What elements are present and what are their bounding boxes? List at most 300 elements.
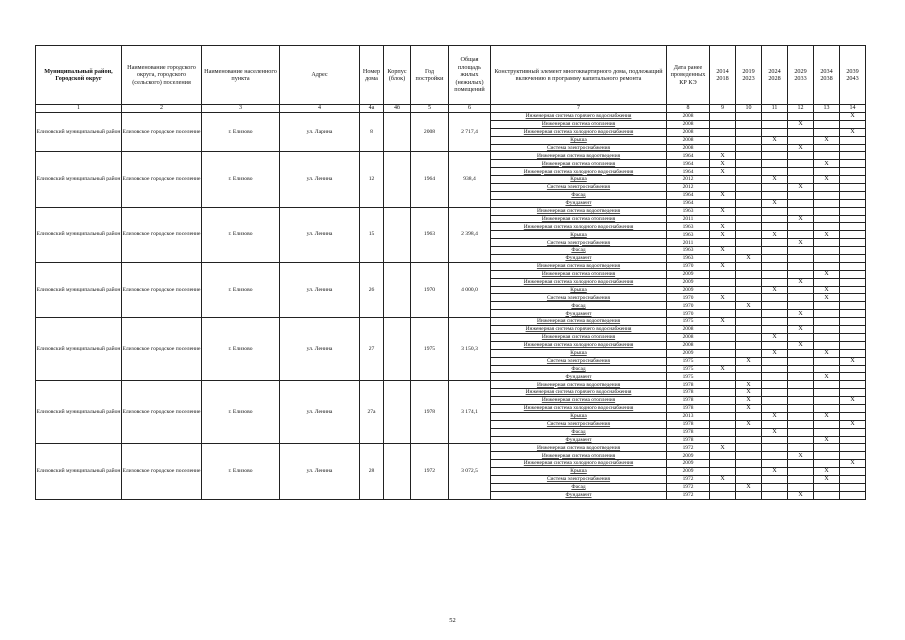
house-number-cell: 8 xyxy=(360,113,384,152)
period-mark-cell xyxy=(762,128,788,136)
period-mark-cell xyxy=(840,428,866,436)
period-mark-cell: X xyxy=(710,294,736,302)
prev-date-cell: 2012 xyxy=(667,176,710,184)
period-mark-cell: X xyxy=(788,491,814,499)
column-number: 4а xyxy=(360,105,384,113)
period-mark-cell xyxy=(710,120,736,128)
prev-date-cell: 1972 xyxy=(667,491,710,499)
year-cell: 1972 xyxy=(411,444,449,499)
period-mark-cell: X xyxy=(788,184,814,192)
period-mark-cell xyxy=(840,412,866,420)
period-mark-cell xyxy=(762,357,788,365)
element-name-cell: Инженерная система водоотведения xyxy=(491,152,667,160)
period-mark-cell xyxy=(736,278,762,286)
period-mark-cell xyxy=(814,239,840,247)
period-mark-cell xyxy=(840,239,866,247)
period-mark-cell xyxy=(710,460,736,468)
prev-date-cell: 1975 xyxy=(667,357,710,365)
block-cell xyxy=(384,444,411,499)
period-mark-cell: X xyxy=(814,270,840,278)
period-mark-cell xyxy=(788,168,814,176)
period-mark-cell xyxy=(736,475,762,483)
period-mark-cell xyxy=(840,475,866,483)
period-mark-cell xyxy=(840,468,866,476)
prev-date-cell: 1970 xyxy=(667,262,710,270)
prev-date-cell: 1970 xyxy=(667,310,710,318)
area-cell: 3 150,3 xyxy=(449,318,491,381)
prev-date-cell: 1964 xyxy=(667,199,710,207)
element-name-cell: Инженерная система холодного водоснабжения xyxy=(491,460,667,468)
prev-date-cell: 2008 xyxy=(667,341,710,349)
element-name-cell: Фасад xyxy=(491,483,667,491)
period-mark-cell xyxy=(840,199,866,207)
period-mark-cell xyxy=(840,176,866,184)
locality-cell: г. Елизово xyxy=(202,444,280,499)
period-mark-cell: X xyxy=(814,412,840,420)
table-row xyxy=(36,444,866,452)
prev-date-cell: 2009 xyxy=(667,460,710,468)
element-name-cell: Инженерная система горячего водоснабжения xyxy=(491,389,667,397)
period-mark-cell xyxy=(736,207,762,215)
period-mark-cell xyxy=(762,365,788,373)
period-mark-cell xyxy=(788,397,814,405)
house-number-cell: 15 xyxy=(360,207,384,262)
period-mark-cell xyxy=(736,468,762,476)
period-mark-cell xyxy=(710,349,736,357)
column-number: 14 xyxy=(840,105,866,113)
period-mark-cell xyxy=(762,215,788,223)
header-area: Общая площадь жилых (нежилых) помещений xyxy=(449,46,491,105)
period-mark-cell xyxy=(788,420,814,428)
period-mark-cell xyxy=(762,239,788,247)
column-number: 7 xyxy=(491,105,667,113)
street-cell: ул. Ларина xyxy=(280,113,360,152)
period-mark-cell: X xyxy=(788,278,814,286)
prev-date-cell: 2008 xyxy=(667,333,710,341)
period-mark-cell xyxy=(840,452,866,460)
prev-date-cell: 1963 xyxy=(667,255,710,263)
period-mark-cell xyxy=(736,136,762,144)
period-mark-cell: X xyxy=(762,349,788,357)
column-number: 6 xyxy=(449,105,491,113)
header-period-5: 2034 2038 xyxy=(814,46,840,105)
period-mark-cell: X xyxy=(762,199,788,207)
period-mark-cell: X xyxy=(710,365,736,373)
locality-cell: г. Елизово xyxy=(202,381,280,444)
period-mark-cell xyxy=(840,160,866,168)
period-mark-cell xyxy=(788,262,814,270)
period-mark-cell: X xyxy=(788,144,814,152)
element-name-cell: Фундамент xyxy=(491,491,667,499)
period-mark-cell xyxy=(814,460,840,468)
prev-date-cell: 2011 xyxy=(667,215,710,223)
area-cell: 3 174,1 xyxy=(449,381,491,444)
element-name-cell: Крыша xyxy=(491,349,667,357)
settlement-cell: Елизовское городское поселение xyxy=(122,381,202,444)
locality-cell: г. Елизово xyxy=(202,262,280,317)
period-mark-cell: X xyxy=(710,223,736,231)
prev-date-cell: 1963 xyxy=(667,231,710,239)
period-mark-cell xyxy=(788,255,814,263)
year-cell: 1970 xyxy=(411,262,449,317)
period-mark-cell xyxy=(736,428,762,436)
prev-date-cell: 1963 xyxy=(667,223,710,231)
prev-date-cell: 2009 xyxy=(667,452,710,460)
header-locality: Наименование населенного пункта xyxy=(202,46,280,105)
period-mark-cell xyxy=(788,247,814,255)
period-mark-cell xyxy=(788,302,814,310)
period-mark-cell xyxy=(710,436,736,444)
district-cell: Елизовский муниципальный район xyxy=(36,444,122,499)
locality-cell: г. Елизово xyxy=(202,152,280,207)
period-mark-cell xyxy=(788,357,814,365)
period-mark-cell: X xyxy=(814,231,840,239)
table-row xyxy=(36,152,866,160)
period-mark-cell xyxy=(736,113,762,121)
period-mark-cell xyxy=(710,452,736,460)
element-name-cell: Фундамент xyxy=(491,310,667,318)
period-mark-cell xyxy=(814,491,840,499)
element-name-cell: Инженерная система горячего водоснабжения xyxy=(491,326,667,334)
period-mark-cell xyxy=(710,420,736,428)
period-mark-cell xyxy=(814,326,840,334)
period-mark-cell xyxy=(736,318,762,326)
period-mark-cell xyxy=(788,460,814,468)
locality-cell: г. Елизово xyxy=(202,318,280,381)
period-mark-cell xyxy=(736,333,762,341)
period-mark-cell xyxy=(710,215,736,223)
district-cell: Елизовский муниципальный район xyxy=(36,318,122,381)
period-mark-cell xyxy=(814,152,840,160)
period-mark-cell xyxy=(736,128,762,136)
element-name-cell: Крыша xyxy=(491,176,667,184)
period-mark-cell: X xyxy=(788,120,814,128)
period-mark-cell xyxy=(840,231,866,239)
period-mark-cell xyxy=(788,365,814,373)
area-cell: 2 398,4 xyxy=(449,207,491,262)
period-mark-cell xyxy=(788,483,814,491)
element-name-cell: Инженерная система холодного водоснабжения xyxy=(491,223,667,231)
element-name-cell: Инженерная система холодного водоснабжения xyxy=(491,128,667,136)
period-mark-cell: X xyxy=(736,420,762,428)
street-cell: ул. Ленина xyxy=(280,444,360,499)
element-name-cell: Инженерная система отопления xyxy=(491,215,667,223)
table-body xyxy=(36,113,866,500)
element-name-cell: Система электроснабжения xyxy=(491,420,667,428)
prev-date-cell: 1972 xyxy=(667,444,710,452)
element-name-cell: Система электроснабжения xyxy=(491,475,667,483)
prev-date-cell: 2009 xyxy=(667,349,710,357)
period-mark-cell xyxy=(710,255,736,263)
period-mark-cell xyxy=(814,444,840,452)
period-mark-cell xyxy=(814,452,840,460)
period-mark-cell xyxy=(814,302,840,310)
period-mark-cell xyxy=(840,247,866,255)
period-mark-cell xyxy=(762,420,788,428)
header-prev-date: Дата ранее проведенных КР КЭ xyxy=(667,46,710,105)
period-mark-cell xyxy=(840,341,866,349)
column-number: 4б xyxy=(384,105,411,113)
period-mark-cell: X xyxy=(736,302,762,310)
period-mark-cell xyxy=(840,349,866,357)
period-mark-cell xyxy=(788,286,814,294)
area-cell: 3 072,5 xyxy=(449,444,491,499)
settlement-cell: Елизовское городское поселение xyxy=(122,262,202,317)
period-mark-cell xyxy=(788,231,814,239)
period-mark-cell xyxy=(762,404,788,412)
period-mark-cell: X xyxy=(788,239,814,247)
period-mark-cell xyxy=(840,191,866,199)
period-mark-cell xyxy=(814,191,840,199)
column-number: 10 xyxy=(736,105,762,113)
period-mark-cell xyxy=(710,468,736,476)
element-name-cell: Инженерная система отопления xyxy=(491,120,667,128)
period-mark-cell xyxy=(814,428,840,436)
prev-date-cell: 1975 xyxy=(667,373,710,381)
element-name-cell: Система электроснабжения xyxy=(491,144,667,152)
column-number: 8 xyxy=(667,105,710,113)
period-mark-cell xyxy=(840,404,866,412)
element-name-cell: Фасад xyxy=(491,191,667,199)
prev-date-cell: 1978 xyxy=(667,436,710,444)
period-mark-cell xyxy=(710,404,736,412)
period-mark-cell xyxy=(814,420,840,428)
period-mark-cell xyxy=(710,397,736,405)
period-mark-cell: X xyxy=(840,128,866,136)
district-cell: Елизовский муниципальный район xyxy=(36,262,122,317)
period-mark-cell xyxy=(788,373,814,381)
period-mark-cell xyxy=(762,389,788,397)
period-mark-cell: X xyxy=(710,207,736,215)
period-mark-cell xyxy=(762,326,788,334)
period-mark-cell xyxy=(736,231,762,239)
period-mark-cell: X xyxy=(814,160,840,168)
period-mark-cell xyxy=(710,278,736,286)
period-mark-cell: X xyxy=(710,475,736,483)
element-name-cell: Инженерная система водоотведения xyxy=(491,381,667,389)
period-mark-cell xyxy=(710,302,736,310)
period-mark-cell xyxy=(788,333,814,341)
header-house-number: Номер дома xyxy=(360,46,384,105)
period-mark-cell xyxy=(814,144,840,152)
house-number-cell: 26 xyxy=(360,262,384,317)
period-mark-cell xyxy=(788,223,814,231)
period-mark-cell xyxy=(840,223,866,231)
period-mark-cell xyxy=(762,460,788,468)
period-mark-cell: X xyxy=(762,231,788,239)
period-mark-cell xyxy=(814,341,840,349)
period-mark-cell xyxy=(814,128,840,136)
period-mark-cell: X xyxy=(736,397,762,405)
element-name-cell: Фундамент xyxy=(491,373,667,381)
period-mark-cell xyxy=(762,491,788,499)
period-mark-cell xyxy=(814,483,840,491)
period-mark-cell xyxy=(762,310,788,318)
period-mark-cell xyxy=(840,215,866,223)
settlement-cell: Елизовское городское поселение xyxy=(122,444,202,499)
prev-date-cell: 2008 xyxy=(667,144,710,152)
period-mark-cell: X xyxy=(788,215,814,223)
period-mark-cell xyxy=(814,184,840,192)
period-mark-cell xyxy=(710,310,736,318)
period-mark-cell xyxy=(736,120,762,128)
period-mark-cell xyxy=(736,247,762,255)
prev-date-cell: 1978 xyxy=(667,428,710,436)
period-mark-cell xyxy=(762,120,788,128)
period-mark-cell xyxy=(788,270,814,278)
period-mark-cell xyxy=(710,333,736,341)
element-name-cell: Крыша xyxy=(491,468,667,476)
period-mark-cell xyxy=(840,262,866,270)
prev-date-cell: 1978 xyxy=(667,397,710,405)
street-cell: ул. Ленина xyxy=(280,262,360,317)
period-mark-cell xyxy=(788,318,814,326)
period-mark-cell xyxy=(762,255,788,263)
prev-date-cell: 2009 xyxy=(667,286,710,294)
period-mark-cell: X xyxy=(840,357,866,365)
period-mark-cell: X xyxy=(736,404,762,412)
element-name-cell: Фасад xyxy=(491,302,667,310)
period-mark-cell xyxy=(814,215,840,223)
house-number-cell: 12 xyxy=(360,152,384,207)
prev-date-cell: 2011 xyxy=(667,239,710,247)
period-mark-cell xyxy=(840,326,866,334)
period-mark-cell xyxy=(736,436,762,444)
period-mark-cell xyxy=(762,144,788,152)
period-mark-cell xyxy=(736,444,762,452)
prev-date-cell: 1963 xyxy=(667,207,710,215)
period-mark-cell xyxy=(762,278,788,286)
period-mark-cell xyxy=(710,239,736,247)
header-period-2: 2019 2023 xyxy=(736,46,762,105)
column-number: 11 xyxy=(762,105,788,113)
year-cell: 1963 xyxy=(411,207,449,262)
prev-date-cell: 1970 xyxy=(667,302,710,310)
period-mark-cell xyxy=(736,199,762,207)
header-district: Муниципальный район, Городской округ xyxy=(36,46,122,105)
header-address: Адрес xyxy=(280,46,360,105)
period-mark-cell xyxy=(840,373,866,381)
period-mark-cell xyxy=(840,278,866,286)
period-mark-cell: X xyxy=(710,262,736,270)
table-row xyxy=(36,318,866,326)
period-mark-cell: X xyxy=(788,452,814,460)
period-mark-cell: X xyxy=(762,468,788,476)
element-name-cell: Фасад xyxy=(491,247,667,255)
period-mark-cell xyxy=(710,483,736,491)
element-name-cell: Инженерная система водоотведения xyxy=(491,318,667,326)
element-name-cell: Инженерная система водоотведения xyxy=(491,444,667,452)
period-mark-cell: X xyxy=(840,113,866,121)
prev-date-cell: 2012 xyxy=(667,184,710,192)
period-mark-cell: X xyxy=(710,231,736,239)
period-mark-cell xyxy=(736,341,762,349)
period-mark-cell xyxy=(736,286,762,294)
element-name-cell: Крыша xyxy=(491,231,667,239)
period-mark-cell xyxy=(710,184,736,192)
period-mark-cell xyxy=(788,349,814,357)
element-name-cell: Инженерная система холодного водоснабжения xyxy=(491,168,667,176)
element-name-cell: Инженерная система отопления xyxy=(491,397,667,405)
table-header xyxy=(36,46,866,113)
period-mark-cell xyxy=(788,404,814,412)
period-mark-cell xyxy=(762,207,788,215)
period-mark-cell xyxy=(736,452,762,460)
period-mark-cell: X xyxy=(814,286,840,294)
period-mark-cell xyxy=(814,365,840,373)
period-mark-cell xyxy=(762,341,788,349)
period-mark-cell xyxy=(840,381,866,389)
period-mark-cell xyxy=(736,349,762,357)
period-mark-cell xyxy=(840,318,866,326)
period-mark-cell xyxy=(710,113,736,121)
period-mark-cell: X xyxy=(814,136,840,144)
header-settlement: Наименование городского округа, городского (сельского) поселения xyxy=(122,46,202,105)
period-mark-cell xyxy=(710,128,736,136)
period-mark-cell xyxy=(736,160,762,168)
period-mark-cell xyxy=(710,199,736,207)
prev-date-cell: 1975 xyxy=(667,318,710,326)
period-mark-cell xyxy=(814,397,840,405)
period-mark-cell xyxy=(840,302,866,310)
period-mark-cell xyxy=(736,460,762,468)
period-mark-cell xyxy=(736,412,762,420)
period-mark-cell xyxy=(840,436,866,444)
table-row xyxy=(36,262,866,270)
period-mark-cell: X xyxy=(814,373,840,381)
element-name-cell: Инженерная система отопления xyxy=(491,333,667,341)
settlement-cell: Елизовское городское поселение xyxy=(122,207,202,262)
district-cell: Елизовский муниципальный район xyxy=(36,207,122,262)
element-name-cell: Инженерная система холодного водоснабжения xyxy=(491,278,667,286)
street-cell: ул. Ленина xyxy=(280,152,360,207)
column-number: 3 xyxy=(202,105,280,113)
period-mark-cell xyxy=(762,113,788,121)
column-number: 4 xyxy=(280,105,360,113)
period-mark-cell: X xyxy=(840,420,866,428)
period-mark-cell: X xyxy=(710,318,736,326)
period-mark-cell: X xyxy=(814,349,840,357)
period-mark-cell xyxy=(762,168,788,176)
header-block: Корпус (блок) xyxy=(384,46,411,105)
period-mark-cell xyxy=(840,286,866,294)
house-number-cell: 27а xyxy=(360,381,384,444)
period-mark-cell xyxy=(736,152,762,160)
element-name-cell: Фундамент xyxy=(491,199,667,207)
period-mark-cell xyxy=(788,191,814,199)
period-mark-cell xyxy=(710,412,736,420)
period-mark-cell: X xyxy=(736,381,762,389)
period-mark-cell xyxy=(736,310,762,318)
prev-date-cell: 1978 xyxy=(667,420,710,428)
period-mark-cell xyxy=(840,152,866,160)
prev-date-cell: 1975 xyxy=(667,365,710,373)
period-mark-cell xyxy=(736,270,762,278)
locality-cell: г. Елизово xyxy=(202,113,280,152)
street-cell: ул. Ленина xyxy=(280,381,360,444)
period-mark-cell: X xyxy=(736,255,762,263)
period-mark-cell xyxy=(736,239,762,247)
period-mark-cell xyxy=(762,152,788,160)
period-mark-cell: X xyxy=(762,176,788,184)
period-mark-cell xyxy=(840,483,866,491)
period-mark-cell xyxy=(762,397,788,405)
table-row xyxy=(36,113,866,121)
year-cell: 1964 xyxy=(411,152,449,207)
period-mark-cell xyxy=(840,136,866,144)
period-mark-cell xyxy=(762,318,788,326)
column-number: 12 xyxy=(788,105,814,113)
